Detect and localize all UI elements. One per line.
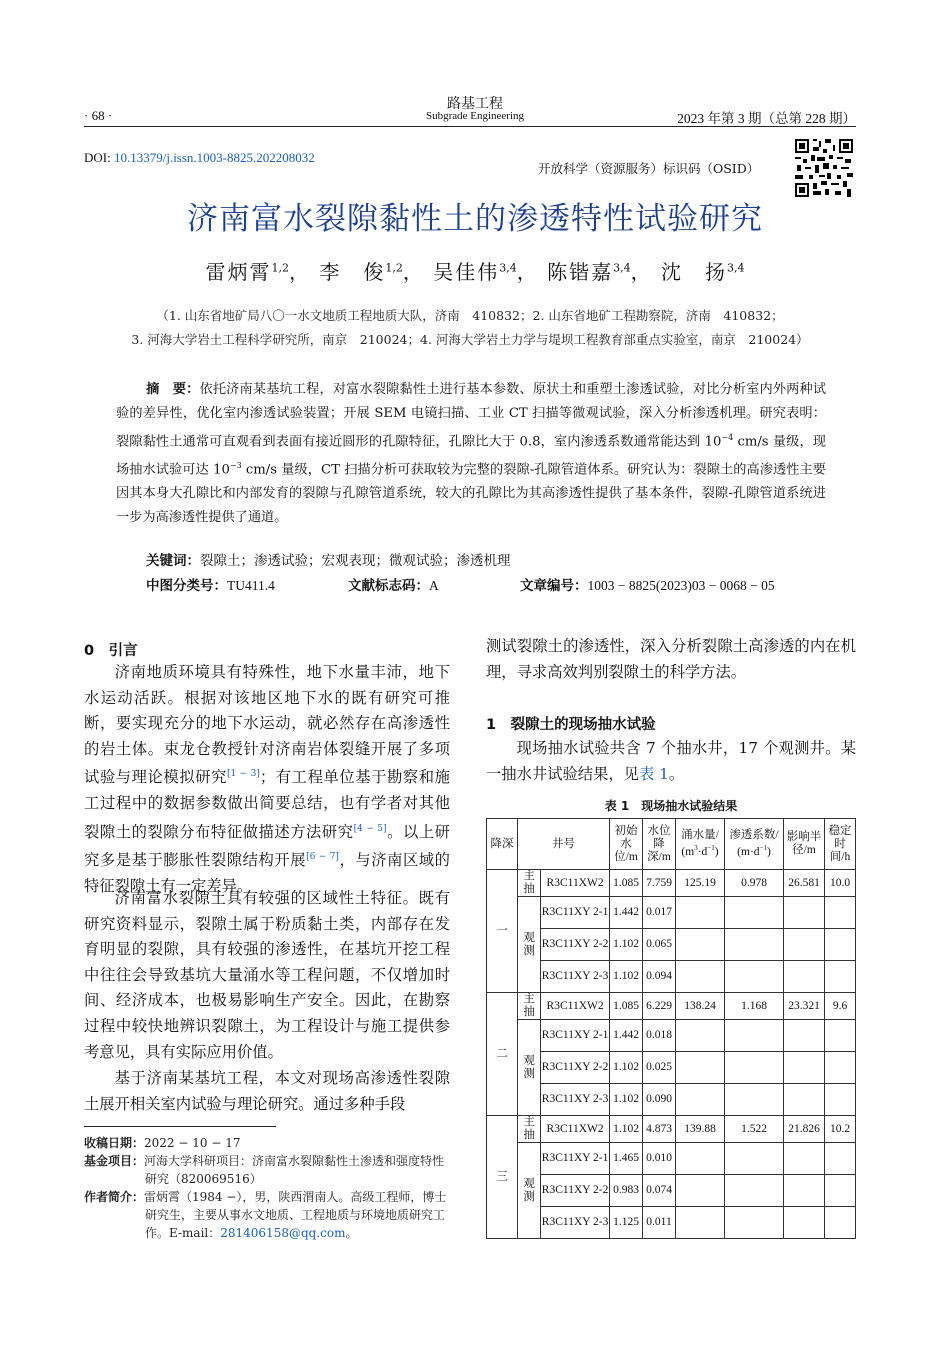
qr-code-icon[interactable] <box>793 137 855 199</box>
author-bio: 作者简介：雷炳霄（1984 −），男，陕西渭南人。高级工程师，博士研究生，主要从事水文地质、工程地质与环境地质研究工作。E-mail：281406158@qq.com。 <box>84 1190 447 1240</box>
col-header: 渗透系数/ $(m\cdot d^{-1})$ <box>725 819 784 870</box>
exponent: −3 <box>229 460 242 470</box>
affiliation-line: （1. 山东省地矿局八〇一水文地质工程地质大队，济南 410832；2. 山东省地矿工程勘察院，济南 410832； <box>156 308 784 323</box>
cell: 1.102 <box>610 1084 643 1116</box>
well-id: R3C11XY 2-3 <box>541 961 610 993</box>
cell: 0.074 <box>643 1175 676 1207</box>
abstract-text: cm/s 量级，现场抽水试验可达 10 <box>116 433 826 478</box>
article-value: 1003 − 8825(2023)03 − 0068 − 05 <box>587 578 775 593</box>
well-id: R3C11XW2 <box>541 1116 610 1143</box>
email-link[interactable]: 281406158@qq.com <box>220 1226 346 1240</box>
cell: 1.465 <box>610 1143 643 1175</box>
table-row <box>487 1084 856 1116</box>
well-id: R3C11XY 2-2 <box>541 1175 610 1207</box>
cell: 4.873 <box>643 1116 676 1143</box>
doi-link[interactable]: 10.13379/j.issn.1003-8825.202208032 <box>113 150 315 165</box>
abstract-label: 摘 要： <box>146 382 200 397</box>
well-type: 主抽 <box>518 1116 541 1143</box>
well-type: 主抽 <box>518 870 541 897</box>
author-affil-sup: 1,2 <box>385 261 403 275</box>
cell: 1.125 <box>610 1207 643 1239</box>
col-header: 井号 <box>518 819 610 870</box>
journal-name-en: Subgrade Engineering <box>425 110 525 122</box>
well-id: R3C11XY 2-2 <box>541 1052 610 1084</box>
cell: 0.017 <box>643 897 676 929</box>
cell: 138.24 <box>676 993 725 1020</box>
exponent: −4 <box>721 432 734 442</box>
intro-paragraph-3-continued: 测试裂隙土的渗透性，深入分析裂隙土高渗透的内在机理，寻求高效判别裂隙土的科学方法。 <box>486 637 856 681</box>
table-row <box>487 1116 856 1143</box>
keywords <box>146 549 511 569</box>
header-rule <box>84 126 856 127</box>
well-type: 观测 <box>518 1143 541 1239</box>
clc-label: 中图分类号： <box>146 578 227 594</box>
author-list: 雷炳霄$^{1,2}$， 李 俊$^{1,2}$， 吴佳伟$^{3,4}$， 陈锴嘉$^{3,4}$， 沈 扬$^{3,4}$ <box>205 260 745 284</box>
col-header: 水位降深/m <box>643 819 676 870</box>
cell: 125.19 <box>676 870 725 897</box>
journal-name-cn: 路基工程 <box>447 97 503 112</box>
cell: 7.759 <box>643 870 676 897</box>
cell: 6.229 <box>643 993 676 1020</box>
cell: 1.168 <box>725 993 784 1020</box>
cell: 0.983 <box>610 1175 643 1207</box>
doi-label: DOI: <box>84 150 114 165</box>
table-row <box>487 929 856 961</box>
col-header: 降深 <box>487 819 518 870</box>
well-id: R3C11XY 2-1 <box>541 1020 610 1052</box>
table-caption: 表 1 现场抽水试验结果 <box>604 799 738 813</box>
cell: 1.442 <box>610 897 643 929</box>
table-header-row <box>487 819 856 870</box>
cell: 0.090 <box>643 1084 676 1116</box>
table-row <box>487 993 856 1020</box>
table-row <box>487 1207 856 1239</box>
well-id: R3C11XY 2-2 <box>541 929 610 961</box>
intro-paragraph-1: 济南地质环境具有特殊性，地下水量丰沛，地下水运动活跃。根据对该地区地下水的既有研究可推断，要实现充分的地下水运动，就必然存在高渗透性的岩土体。束龙仓教授针对济南岩体裂缝开展了多项试验与理论模拟研究[1 − 3]；有工程单位基于勘察和施工过程中的数据参数做出简要总结，也有学者对其他裂隙土的裂隙分布特征做描述方法研究[4 − 5]。以上研究多是基于膨胀性裂隙结构开展[6 − 7]，与济南区域的特征裂隙土有一定差异。 <box>84 663 450 896</box>
well-type: 主抽 <box>518 993 541 1020</box>
col-header: 稳定时间/h <box>825 819 856 870</box>
article-number <box>520 574 775 594</box>
table-reference-link[interactable]: 表 1 <box>638 764 669 783</box>
cell: 26.581 <box>784 870 825 897</box>
cell: 1.102 <box>610 1116 643 1143</box>
cell: 1.102 <box>610 1052 643 1084</box>
section1-paragraph: 现场抽水试验共含 7 个抽水井，17 个观测井。某一抽水井试验结果，见表 1。 <box>486 739 856 783</box>
group-label: 三 <box>487 1116 518 1239</box>
doi <box>84 150 315 166</box>
table-row <box>487 897 856 929</box>
doc-label: 文献标志码： <box>348 578 429 594</box>
col-header: 初始水位/m <box>610 819 643 870</box>
author-name: 吴佳伟 <box>433 260 500 284</box>
clc-value: TU411.4 <box>227 578 275 593</box>
well-id: R3C11XY 2-1 <box>541 897 610 929</box>
cell: 0.018 <box>643 1020 676 1052</box>
cell: 1.085 <box>610 870 643 897</box>
intro-paragraph-3: 基于济南某基坑工程，本文对现场高渗透性裂隙土展开相关室内试验与理论研究。通过多种手段 <box>84 1069 450 1113</box>
abstract-text: cm/s 量级，CT 扫描分析可获取较为完整的裂隙-孔隙管道体系。研究认为：裂隙土的高渗透性主要因其本身大孔隙比和内部发育的裂隙与孔隙管道系统，较大的孔隙比为其高渗透性提供了基本条件，裂隙-孔隙管道系统进一步为高渗透性提供了通道。 <box>116 462 826 525</box>
citation-link[interactable]: [4 − 5] <box>353 823 387 834</box>
well-id: R3C11XY 2-1 <box>541 1143 610 1175</box>
clc-number <box>146 574 275 594</box>
funding: 基金项目：河海大学科研项目：济南富水裂隙黏性土渗透和强度特性研究（820069516） <box>84 1154 445 1186</box>
cell: 1.522 <box>725 1116 784 1143</box>
cell: 0.094 <box>643 961 676 993</box>
cell: 10.2 <box>825 1116 856 1143</box>
table-row <box>487 870 856 897</box>
osid-label: 开放科学（资源服务）标识码（OSID） <box>538 161 760 176</box>
paper-title: 济南富水裂隙黏性土的渗透特性试验研究 <box>187 201 763 237</box>
table-row <box>487 1020 856 1052</box>
cell: 23.321 <box>784 993 825 1020</box>
cell: 0.011 <box>643 1207 676 1239</box>
intro-paragraph-2: 济南富水裂隙土具有较强的区域性土特征。既有研究资料显示，裂隙土属于粉质黏土类，内部存在发育明显的裂隙，具有较强的渗透性，在基坑开挖工程中往往会导致基坑大量涌水等工程问题，不仅增加时间、经济成本，也极易影响生产安全。因此，在勘察过程中较快地辨识裂隙土，为工程设计与施工提供参考意见，具有实际应用价值。 <box>84 889 450 1061</box>
pumping-test-table <box>486 818 856 1239</box>
author-affil-sup: 1,2 <box>271 261 290 275</box>
cell: 139.88 <box>676 1116 725 1143</box>
table-row <box>487 961 856 993</box>
doc-value: A <box>429 578 439 593</box>
citation-link[interactable]: [1 − 3] <box>226 769 260 780</box>
cell: 0.065 <box>643 929 676 961</box>
issue-info: 2023 年第 3 期（总第 228 期） <box>677 111 856 126</box>
table-row <box>487 1175 856 1207</box>
cell: 0.010 <box>643 1143 676 1175</box>
keywords-text: 裂隙土；渗透试验；宏观表现；微观试验；渗透机理 <box>200 553 511 569</box>
citation-link[interactable]: [6 − 7] <box>306 852 339 863</box>
well-id: R3C11XY 2-3 <box>541 1207 610 1239</box>
author-affil-sup: 3,4 <box>726 261 745 275</box>
well-id: R3C11XY 2-3 <box>541 1084 610 1116</box>
col-header: 涌水量/ $(m^3\cdot d^{-1})$ <box>676 819 725 870</box>
footnote-rule <box>84 1126 276 1127</box>
table-row <box>487 1143 856 1175</box>
author-name: 雷炳霄 <box>205 260 272 284</box>
cell: 0.978 <box>725 870 784 897</box>
cell: 10.0 <box>825 870 856 897</box>
doc-code <box>348 574 439 594</box>
page-number: · 68 · <box>84 108 113 123</box>
author-name: 李 俊 <box>319 260 386 284</box>
section-heading-0: 0 引言 <box>84 643 138 659</box>
author-name: 陈锴嘉 <box>547 260 614 284</box>
cell: 21.826 <box>784 1116 825 1143</box>
keywords-label: 关键词： <box>146 553 200 569</box>
col-header: 影响半径/m <box>784 819 825 870</box>
well-type: 观测 <box>518 1020 541 1116</box>
cell: 1.102 <box>610 961 643 993</box>
well-id: R3C11XW2 <box>541 993 610 1020</box>
footnote <box>84 1134 454 1242</box>
well-id: R3C11XW2 <box>541 870 610 897</box>
cell: 0.025 <box>643 1052 676 1084</box>
affiliation-line: 3. 河海大学岩土工程科学研究所，南京 210024；4. 河海大学岩土力学与堤坝工程教育部重点实验室，南京 210024） <box>131 332 809 347</box>
author-name: 沈 扬 <box>660 260 727 284</box>
received-date: 收稿日期：2022 − 10 − 17 <box>84 1136 241 1150</box>
cell: 1.442 <box>610 1020 643 1052</box>
article-label: 文章编号： <box>520 578 588 594</box>
author-affil-sup: 3,4 <box>499 261 517 275</box>
group-label: 二 <box>487 993 518 1116</box>
abstract <box>116 378 826 530</box>
table-row <box>487 1052 856 1084</box>
cell: 1.085 <box>610 993 643 1020</box>
section-heading-1: 1 裂隙土的现场抽水试验 <box>486 717 656 733</box>
cell: 9.6 <box>825 993 856 1020</box>
cell: 1.102 <box>610 929 643 961</box>
abstract-text: 依托济南某基坑工程，对富水裂隙黏性土进行基本参数、原状土和重塑土渗透试验，对比分析室内外两种试验的差异性，优化室内渗透试验装置；开展 SEM 电镜扫描、工业 CT 扫描等微观试验，深入分析渗透机理。研究表明：裂隙黏性土通常可直观看到表面有接近圆形的孔隙特征，孔隙比大于 0.8，室内渗透系数通常能达到 10 <box>116 382 827 449</box>
well-type: 观测 <box>518 897 541 993</box>
author-affil-sup: 3,4 <box>613 261 631 275</box>
group-label: 一 <box>487 870 518 993</box>
